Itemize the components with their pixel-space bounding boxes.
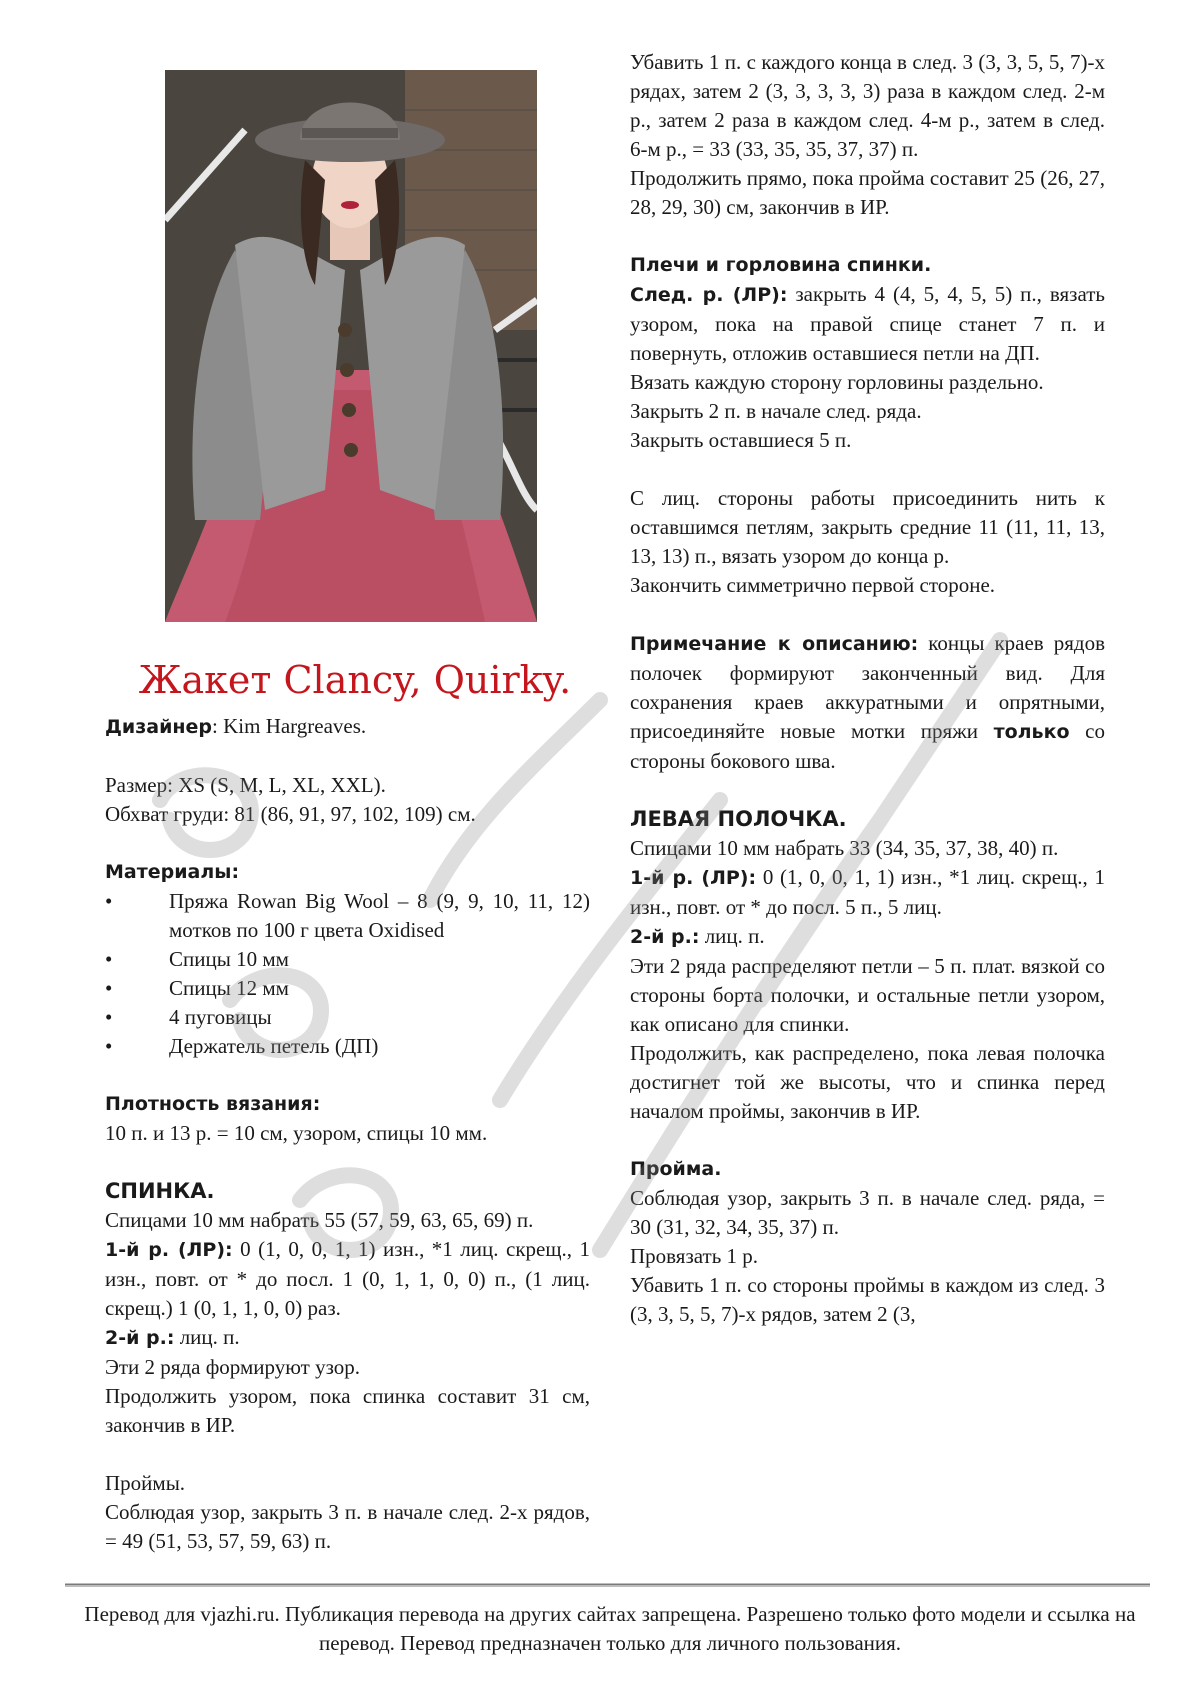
left-front-heading: ЛЕВАЯ ПОЛОЧКА. bbox=[630, 807, 847, 831]
armhole-heading: Пройма. bbox=[630, 1158, 722, 1180]
bust-line: Обхват груди: 81 (86, 91, 97, 102, 109) см. bbox=[105, 802, 476, 826]
gauge-heading: Плотность вязания: bbox=[105, 1093, 321, 1115]
shoulders-heading: Плечи и горловина спинки. bbox=[630, 254, 932, 276]
next-row: След. р. (ЛР): закрыть 4 (4, 5, 4, 5, 5) п., вязать узором, пока на правой спице станет 7 п. и повернуть, отложив оставшиеся петли на ДП. bbox=[630, 282, 1105, 365]
footer-note: Перевод для vjazhi.ru. Публикация перевода на других сайтах запрещена. Разрешено только фото модели и ссылка на перевод. Перевод предназначен только для личного пользования. bbox=[84, 1602, 1136, 1655]
gauge-text: 10 п. и 13 р. = 10 см, узором, спицы 10 мм. bbox=[105, 1121, 488, 1145]
left-column bbox=[105, 712, 590, 1556]
back-row1: 1-й р. (ЛР): 0 (1, 0, 0, 1, 1) изн., *1 лиц. скрещ., 1 изн., повт. от * до посл. 1 (0, 1, 1, 0, 0) п., (1 лиц. скрещ.) 1 (0, 1, 1, 0, 0) раз. bbox=[105, 1237, 590, 1320]
knit-one: Провязать 1 р. bbox=[630, 1244, 759, 1268]
note: Примечание к описанию: концы краев рядов полочек формируют законченный вид. Для сохранения краев аккуратными и опрятными, присоединяйте новые мотки пряжи только со стороны бокового шва. bbox=[630, 631, 1105, 773]
designer-value: : Kim Hargreaves. bbox=[212, 714, 367, 738]
lf-distribute: Эти 2 ряда распределяют петли – 5 п. плат. вязкой со стороны борта полочки, и остальные петли узором, как описано для спинки. bbox=[630, 954, 1105, 1036]
materials-heading: Материалы: bbox=[105, 861, 240, 883]
lf-continue: Продолжить, как распределено, пока левая полочка достигнет той же высоты, что и спинка перед началом проймы, закончив в ИР. bbox=[630, 1041, 1105, 1123]
back-heading: СПИНКА. bbox=[105, 1179, 215, 1203]
back-pattern-note: Эти 2 ряда формируют узор. bbox=[105, 1355, 360, 1379]
model-photo-illustration bbox=[165, 70, 537, 622]
armholes-heading: Проймы. bbox=[105, 1471, 186, 1495]
cast-off-5: Закрыть оставшиеся 5 п. bbox=[630, 428, 852, 452]
materials-item: • Спицы 12 мм bbox=[105, 976, 289, 1000]
lf-cast-on: Спицами 10 мм набрать 33 (34, 35, 37, 38, 40) п. bbox=[630, 836, 1059, 860]
size-line: Размер: XS (S, M, L, XL, XXL). bbox=[105, 773, 386, 797]
divider-rule bbox=[65, 1580, 1150, 1590]
designer-line bbox=[105, 712, 590, 742]
dec-text: Убавить 1 п. с каждого конца в след. 3 (3, 3, 5, 5, 7)-х рядах, затем 2 (3, 3, 3, 3, 3) раза в каждом след. 2-м р., затем 2 раза в каждом след. 4-м р., затем в след. 6-м р., = 33 (33, 35, 35, 37, 37) п. bbox=[630, 50, 1105, 161]
finish-sym: Закончить симметрично первой стороне. bbox=[630, 573, 996, 597]
page-title: Жакет Clancy, Quirky. bbox=[138, 658, 572, 702]
lf-row1: 1-й р. (ЛР): 0 (1, 0, 0, 1, 1) изн., *1 лиц. скрещ., 1 изн., повт. от * до посл. 5 п., 5 лиц. bbox=[630, 865, 1106, 919]
lf-row2: 2-й р.: лиц. п. bbox=[630, 924, 765, 948]
materials-item: • Спицы 10 мм bbox=[105, 947, 289, 971]
each-side: Вязать каждую сторону горловины раздельно. bbox=[630, 370, 1044, 394]
materials-item: • Пряжа Rowan Big Wool – 8 (9, 9, 10, 11, 12) мотков по 100 г цвета Oxidised bbox=[105, 889, 590, 942]
materials-item: • Держатель петель (ДП) bbox=[105, 1034, 379, 1058]
rejoin: С лиц. стороны работы присоединить нить к оставшимся петлям, закрыть средние 11 (11, 11, 13, 13, 13) п., вязать узором до конца р. bbox=[630, 486, 1105, 568]
armhole-dec: Убавить 1 п. со стороны проймы в каждом из след. 3 (3, 3, 5, 5, 7)-х рядов, затем 2 (3, bbox=[630, 1273, 1105, 1326]
back-continue: Продолжить узором, пока спинка составит 31 см, закончив в ИР. bbox=[105, 1384, 590, 1437]
straight-text: Продолжить прямо, пока пройма составит 25 (26, 27, 28, 29, 30) см, закончив в ИР. bbox=[630, 166, 1105, 219]
armholes-text: Соблюдая узор, закрыть 3 п. в начале след. 2-х рядов, = 49 (51, 53, 57, 59, 63) п. bbox=[105, 1500, 590, 1553]
back-cast-on: Спицами 10 мм набрать 55 (57, 59, 63, 65, 69) п. bbox=[105, 1208, 534, 1232]
designer-label: Дизайнер bbox=[105, 716, 213, 738]
right-column bbox=[630, 48, 1105, 1329]
back-row2: 2-й р.: лиц. п. bbox=[105, 1325, 240, 1349]
model-photo bbox=[165, 70, 537, 622]
cast-off-2: Закрыть 2 п. в начале след. ряда. bbox=[630, 399, 922, 423]
materials-item: • 4 пуговицы bbox=[105, 1005, 272, 1029]
armhole-text: Соблюдая узор, закрыть 3 п. в начале след. ряда, = 30 (31, 32, 34, 35, 37) п. bbox=[630, 1186, 1105, 1239]
